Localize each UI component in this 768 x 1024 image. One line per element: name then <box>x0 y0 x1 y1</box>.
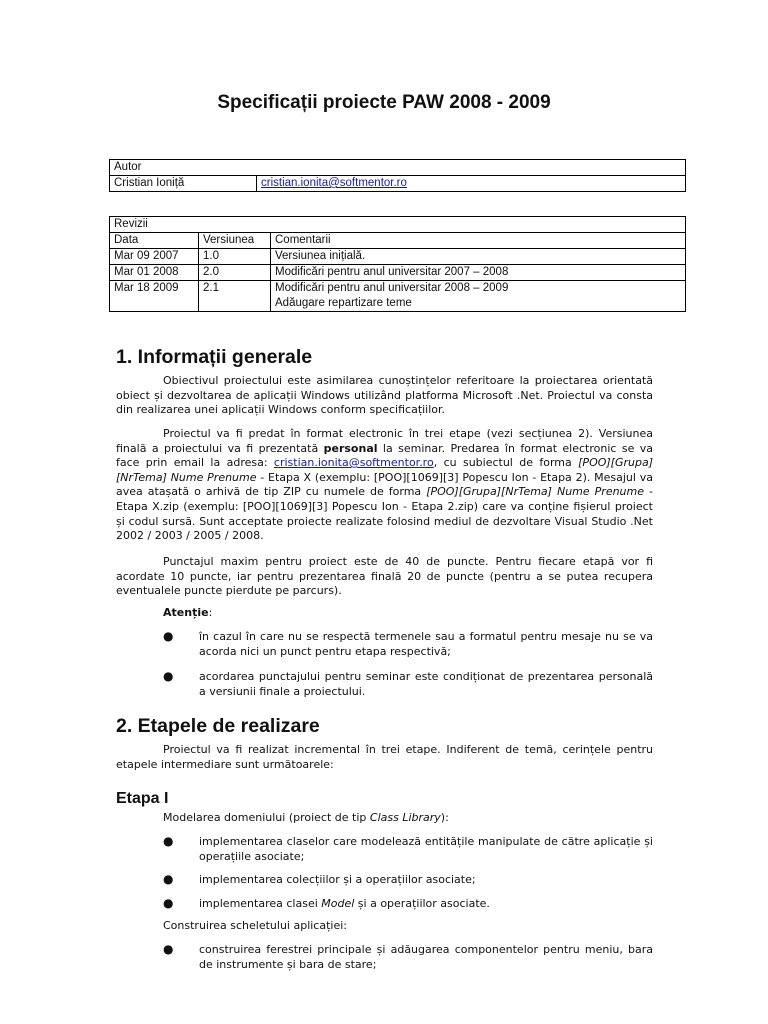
bold-text: Atenție <box>163 606 209 619</box>
italic-text: Model <box>321 897 355 910</box>
table-row <box>110 249 686 265</box>
author-email-cell <box>257 176 686 192</box>
paragraph-submission <box>116 427 653 544</box>
text-span: ): <box>440 811 449 824</box>
author-table <box>109 159 686 192</box>
bullet-icon: ● <box>163 669 174 683</box>
list-item: în cazul în care nu se respectă termenele sau a formatul pentru mesaje nu se va acorda nici un punct pentru etapa respectivă; <box>199 630 653 658</box>
column-header-comments: Comentarii <box>271 233 686 249</box>
section-heading-stages: 2. Etapele de realizare <box>116 715 320 737</box>
list-item <box>199 897 653 912</box>
bullet-icon: ● <box>163 942 174 956</box>
text-span: : <box>208 606 213 619</box>
bullet-icon: ● <box>163 629 174 643</box>
text-span: Proiectul va fi predat în format electronic în trei etape (vezi secțiunea 2). Versiunea finală a proiectului va fi prezentată <box>116 427 653 455</box>
attention-label <box>163 606 212 621</box>
submission-email-link[interactable]: cristian.ionita@softmentor.ro <box>273 456 434 470</box>
list-item: acordarea punctajului pentru seminar este condiționat de prezentarea personală a versiunii finale a proiectului. <box>199 670 653 698</box>
text-span: Modelarea domeniului (proiect de tip <box>163 811 370 824</box>
paragraph-objective: Obiectivul proiectului este asimilarea cunoștințelor referitoare la proiectarea orientată obiect și dezvoltarea de aplicații Windows utilizând platforma Microsoft .Net. Proiectul va consta din realizarea unei aplicații Windows conform specificațiilor. <box>116 374 653 417</box>
paragraph-scoring: Punctajul maxim pentru proiect este de 40 de puncte. Pentru fiecare etapă vor fi acordate 10 puncte, iar pentru prezentarea finală 20 de puncte (pentru a se putea recupera eventualele puncte pierdute pe parcurs). <box>116 555 653 598</box>
bold-text: personal <box>323 441 378 455</box>
revision-version: 2.1 <box>199 281 271 312</box>
text-span: implementarea clasei <box>199 897 322 910</box>
list-item: implementarea claselor care modelează entitățile manipulate de către aplicație și operațiile asociate; <box>199 835 653 863</box>
table-row <box>110 265 686 281</box>
revision-comment: Modificări pentru anul universitar 2007 – 2008 <box>271 265 686 281</box>
etapa1-intro <box>163 811 449 826</box>
etapa1-intro-2: Construirea scheletului aplicației: <box>163 919 347 932</box>
revision-date: Mar 18 2009 <box>110 281 199 312</box>
table-row <box>110 281 686 312</box>
author-name: Cristian Ioniță <box>110 176 257 192</box>
subsection-heading-etapa-1: Etapa I <box>116 790 169 807</box>
revisions-table <box>109 216 686 312</box>
revisions-table-header: Revizii <box>110 217 686 233</box>
list-item: implementarea colecțiilor și a operațiilor asociate; <box>199 873 476 886</box>
italic-text: Class Library <box>369 811 441 824</box>
revision-comment-line: Modificări pentru anul universitar 2008 – 2009 <box>275 282 509 294</box>
revision-date: Mar 01 2008 <box>110 265 199 281</box>
list-item: construirea ferestrei principale și adăugarea componentelor pentru meniu, bara de instrumente și bara de stare; <box>199 943 653 971</box>
italic-text: [POO][Grupa][NrTema] Nume Prenume <box>426 485 645 499</box>
column-header-date: Data <box>110 233 199 249</box>
bullet-icon: ● <box>163 872 174 886</box>
text-span: , cu subiectul de forma <box>433 456 579 470</box>
author-email-link[interactable]: cristian.ionita@softmentor.ro <box>261 177 407 189</box>
text-span: la seminar. Predarea în format electronic se va face prin email la adresa: <box>116 441 653 470</box>
text-span: - Etapa X.zip (exemplu: [POO][1069][3] Popescu Ion - Etapa 2.zip) care va conține fișierul proiect și codul sursă. Sunt acceptate proiecte realizate folosind mediul de dezvoltare Visual Studio .Net 2002 / 2003 / 2005 / 2008. <box>116 485 653 543</box>
revision-comment: Versiunea inițială. <box>271 249 686 265</box>
page-title: Specificații proiecte PAW 2008 - 2009 <box>217 92 551 113</box>
revision-comment <box>271 281 686 312</box>
italic-text: [POO][Grupa][NrTema] Nume Prenume <box>116 456 653 484</box>
bullet-icon: ● <box>163 896 174 910</box>
author-table-header: Autor <box>110 160 686 176</box>
revision-date: Mar 09 2007 <box>110 249 199 265</box>
text-span: - Etapa X (exemplu: [POO][1069][3] Popescu Ion - Etapa 2). Mesajul va avea atașată o arhivă de tip ZIP cu numele de forma <box>116 470 653 499</box>
revision-comment-line: Adăugare repartizare teme <box>275 297 412 309</box>
column-header-version: Versiunea <box>199 233 271 249</box>
revision-version: 2.0 <box>199 265 271 281</box>
bullet-icon: ● <box>163 834 174 848</box>
section-heading-general-info: 1. Informații generale <box>116 346 313 368</box>
paragraph-stages-intro: Proiectul va fi realizat incremental în trei etape. Indiferent de temă, cerințele pentru etapele intermediare sunt următoarele: <box>116 743 653 771</box>
text-span: și a operațiilor asociate. <box>354 897 490 910</box>
revision-version: 1.0 <box>199 249 271 265</box>
